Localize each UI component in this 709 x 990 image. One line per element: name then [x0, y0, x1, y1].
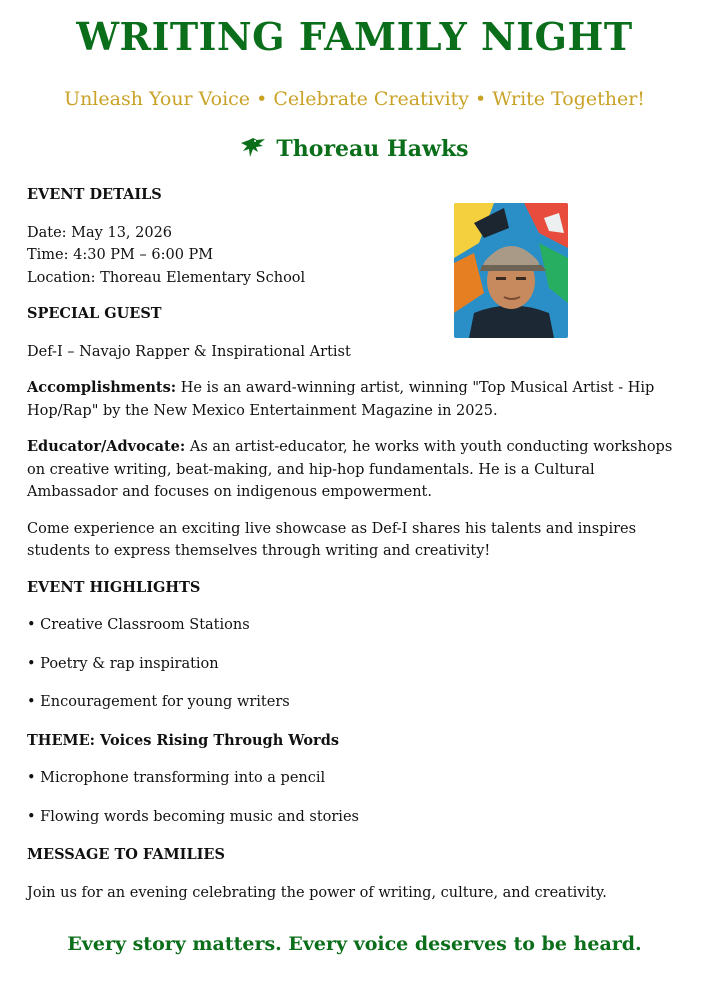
highlight-item: • Poetry & rap inspiration — [27, 655, 219, 672]
event-time: Time: 4:30 PM – 6:00 PM — [27, 247, 214, 263]
event-date: Date: May 13, 2026 — [27, 224, 173, 241]
hawk-icon — [240, 137, 266, 165]
event-details-heading: EVENT DETAILS — [27, 186, 162, 203]
flyer-tagline: Unleash Your Voice • Celebrate Creativity • Write Together! — [64, 88, 645, 110]
accomplishments-paragraph — [27, 377, 687, 422]
highlight-item: • Encouragement for young writers — [27, 694, 290, 710]
theme-item: • Flowing words becoming music and stories — [27, 808, 359, 825]
message-heading: MESSAGE TO FAMILIES — [27, 846, 225, 863]
event-details — [27, 222, 687, 290]
theme-heading: THEME: Voices Rising Through Words — [27, 731, 339, 749]
accomplishments-text: He is an award-winning artist, winning "Top Musical Artist - Hip Hop/Rap" by the New Mexico Entertainment Magazine in 2025. — [27, 380, 655, 419]
highlights-heading: EVENT HIGHLIGHTS — [27, 578, 201, 596]
showcase-paragraph: Come experience an exciting live showcase as Def-I shares his talents and inspires students to express themselves through writing and creativity! — [27, 520, 637, 559]
highlight-item: • Creative Classroom Stations — [27, 617, 250, 633]
theme-item: • Microphone transforming into a pencil — [27, 770, 326, 786]
accomplishments-label: Accomplishments: — [27, 379, 177, 396]
message-text: Join us for an evening celebrating the power of writing, culture, and creativity. — [27, 884, 607, 901]
flyer-body — [27, 184, 687, 918]
educator-paragraph — [27, 436, 687, 504]
guest-name-line: Def-I – Navajo Rapper & Inspirational Artist — [27, 343, 351, 360]
event-location: Location: Thoreau Elementary School — [27, 269, 306, 286]
flyer-title: WRITING FAMILY NIGHT — [76, 14, 633, 59]
special-guest-heading: SPECIAL GUEST — [27, 305, 162, 322]
school-name-row — [0, 136, 709, 165]
footer-slogan: Every story matters. Every voice deserves to be heard. — [67, 933, 642, 955]
educator-text: As an artist-educator, he works with youth conducting workshops on creative writing, beat-making, and hip-hop fundamentals. He is a Cultural Ambassador and focuses on indigenous empowerment. — [27, 439, 673, 500]
educator-label: Educator/Advocate: — [27, 438, 186, 455]
school-name: Thoreau Hawks — [276, 136, 469, 162]
